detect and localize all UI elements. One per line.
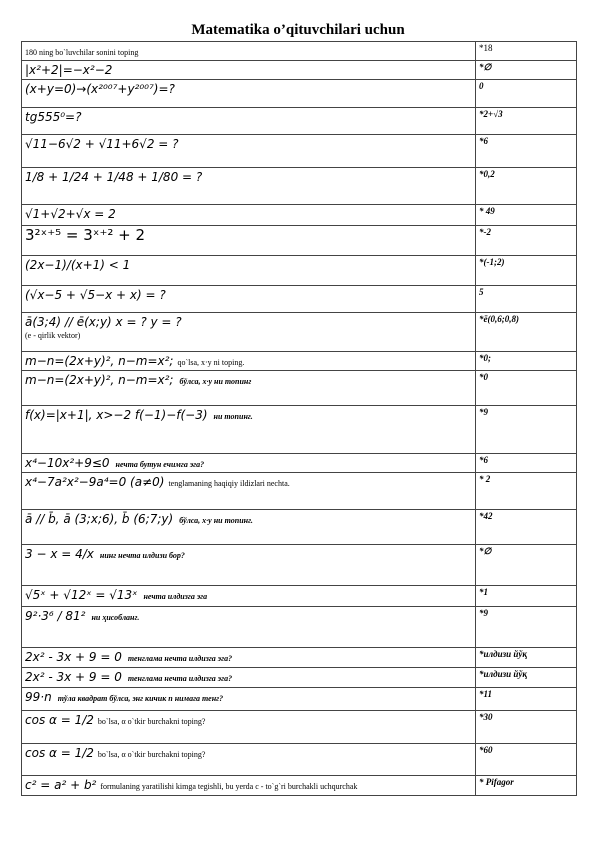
- question-cell: [22, 205, 476, 226]
- question-text: 3²ˣ⁺⁵ = 3ˣ⁺² + 2: [25, 226, 146, 244]
- question-row: [22, 371, 577, 406]
- question-cell: [22, 473, 476, 510]
- question-row: [22, 586, 577, 607]
- question-text: ā(3;4) // ē(x;y) x = ? y = ?: [25, 315, 182, 329]
- question-text: 99·n: [25, 690, 52, 704]
- question-text: 9²·3⁶ / 81²: [25, 609, 86, 623]
- question-row: [22, 80, 577, 108]
- question-cell: [22, 352, 476, 371]
- question-note: нечта бутун ечимга эга?: [115, 460, 205, 469]
- answer-cell: *42: [476, 510, 577, 545]
- question-cell: [22, 256, 476, 286]
- question-text: √11−6√2 + √11+6√2 = ?: [25, 137, 179, 151]
- question-row: [22, 205, 577, 226]
- question-cell: [22, 406, 476, 454]
- answer-cell: *∅: [476, 61, 577, 80]
- question-text: c² = a² + b²: [25, 778, 97, 792]
- question-text: 2x² - 3x + 9 = 0: [25, 650, 122, 664]
- question-note: ни ҳисобланг.: [91, 613, 140, 622]
- answer-cell: *ē(0,6;0,8): [476, 313, 577, 352]
- answer-cell: *60: [476, 744, 577, 776]
- question-note: tenglamaning haqiqiy ildizlari nechta.: [168, 479, 290, 488]
- answer-cell: *илдизи йўқ: [476, 668, 577, 688]
- question-text: cos α = 1/2: [25, 713, 94, 727]
- question-text: m−n=(2x+y)², n−m=x²;: [25, 373, 174, 387]
- answer-cell: *11: [476, 688, 577, 711]
- question-text: 1/8 + 1/24 + 1/48 + 1/80 = ?: [25, 170, 203, 184]
- question-note: qo`lsa, x·y ni toping.: [177, 358, 245, 367]
- question-cell: [22, 42, 476, 61]
- answer-cell: *9: [476, 607, 577, 648]
- question-cell: [22, 648, 476, 668]
- question-note: (e - qirlik vektor): [25, 331, 81, 340]
- question-cell: [22, 80, 476, 108]
- answer-cell: *0,2: [476, 168, 577, 205]
- question-cell: [22, 168, 476, 205]
- question-note: тенглама нечта илдизга эга?: [127, 654, 233, 663]
- question-text: tg555⁰=?: [25, 110, 82, 124]
- answer-cell: 0: [476, 80, 577, 108]
- question-cell: [22, 135, 476, 168]
- answer-cell: *0: [476, 371, 577, 406]
- question-row: [22, 776, 577, 796]
- question-table: [21, 41, 577, 796]
- answer-cell: * Pifagor: [476, 776, 577, 796]
- question-cell: [22, 61, 476, 80]
- question-text: |x²+2|=−x²−2: [25, 63, 113, 77]
- question-cell: [22, 510, 476, 545]
- question-text: x⁴−10x²+9≤0: [25, 456, 110, 470]
- question-cell: [22, 711, 476, 744]
- question-text: (2x−1)/(x+1) < 1: [25, 258, 131, 272]
- question-cell: [22, 668, 476, 688]
- question-row: [22, 286, 577, 313]
- question-text: cos α = 1/2: [25, 746, 94, 760]
- answer-cell: *6: [476, 135, 577, 168]
- question-cell: [22, 371, 476, 406]
- question-row: [22, 454, 577, 473]
- question-row: [22, 42, 577, 61]
- question-row: [22, 313, 577, 352]
- question-note: ни топинг.: [213, 412, 253, 421]
- question-text: 180 ning bo`luvchilar sonini toping: [25, 48, 139, 57]
- answer-cell: *9: [476, 406, 577, 454]
- question-text: ā // b̄, ā (3;x;6), b̄ (6;7;y): [25, 512, 174, 526]
- question-note: бўлса, x·y ни топинг: [179, 377, 252, 386]
- question-row: [22, 688, 577, 711]
- question-note: formulaning yaratilishi kimga tegishli, bu yerda c - to`g`ri burchakli uchqurchak: [100, 782, 358, 791]
- question-cell: [22, 688, 476, 711]
- question-row: [22, 607, 577, 648]
- answer-cell: *∅: [476, 545, 577, 586]
- question-note: нинг нечта илдизи бор?: [99, 551, 185, 560]
- question-cell: [22, 108, 476, 135]
- question-row: [22, 510, 577, 545]
- question-row: [22, 256, 577, 286]
- question-note: нечта илдизга эга: [143, 592, 208, 601]
- question-text: f(x)=|x+1|, x>−2 f(−1)−f(−3): [25, 408, 208, 422]
- question-cell: [22, 545, 476, 586]
- answer-cell: * 49: [476, 205, 577, 226]
- question-note: тўла квадрат бўлса, энг кичик n нимага тенг?: [57, 694, 224, 703]
- question-row: [22, 648, 577, 668]
- question-text: (x+y=0)→(x²⁰⁰⁷+y²⁰⁰⁷)=?: [25, 82, 175, 96]
- question-note: тенглама нечта илдизга эга?: [127, 674, 233, 683]
- question-cell: [22, 226, 476, 256]
- question-cell: [22, 586, 476, 607]
- answer-cell: *18: [476, 42, 577, 61]
- question-cell: [22, 776, 476, 796]
- question-cell: [22, 607, 476, 648]
- answer-cell: *(-1;2): [476, 256, 577, 286]
- answer-cell: *0;: [476, 352, 577, 371]
- answer-cell: *-2: [476, 226, 577, 256]
- answer-cell: *2+√3: [476, 108, 577, 135]
- question-row: [22, 168, 577, 205]
- question-text: m−n=(2x+y)², n−m=x²;: [25, 354, 174, 368]
- question-note: bo`lsa, α o`tkir burchakni toping?: [97, 750, 206, 759]
- question-row: [22, 744, 577, 776]
- question-note: бўлса, x·y ни топинг.: [179, 516, 253, 525]
- question-cell: [22, 313, 476, 352]
- page-title: Matematika o’qituvchilari uchun: [191, 22, 405, 38]
- question-row: [22, 473, 577, 510]
- question-cell: [22, 286, 476, 313]
- question-note: bo`lsa, α o`tkir burchakni toping?: [97, 717, 206, 726]
- answer-cell: 5: [476, 286, 577, 313]
- question-row: [22, 668, 577, 688]
- question-row: [22, 406, 577, 454]
- question-row: [22, 226, 577, 256]
- question-text: 3 − x = 4/x: [25, 547, 94, 561]
- question-row: [22, 61, 577, 80]
- answer-cell: *1: [476, 586, 577, 607]
- question-row: [22, 352, 577, 371]
- answer-cell: *30: [476, 711, 577, 744]
- question-row: [22, 711, 577, 744]
- question-row: [22, 545, 577, 586]
- question-text: √1+√2+√x = 2: [25, 207, 116, 221]
- question-text: (√x−5 + √5−x + x) = ?: [25, 288, 166, 302]
- question-cell: [22, 744, 476, 776]
- answer-cell: * 2: [476, 473, 577, 510]
- answer-cell: *илдизи йўқ: [476, 648, 577, 668]
- question-text: x⁴−7a²x²−9a⁴=0 (a≠0): [25, 475, 165, 489]
- question-cell: [22, 454, 476, 473]
- question-text: 2x² - 3x + 9 = 0: [25, 670, 122, 684]
- question-text: √5ˣ + √12ˣ = √13ˣ: [25, 588, 138, 602]
- answer-cell: *6: [476, 454, 577, 473]
- question-row: [22, 135, 577, 168]
- question-row: [22, 108, 577, 135]
